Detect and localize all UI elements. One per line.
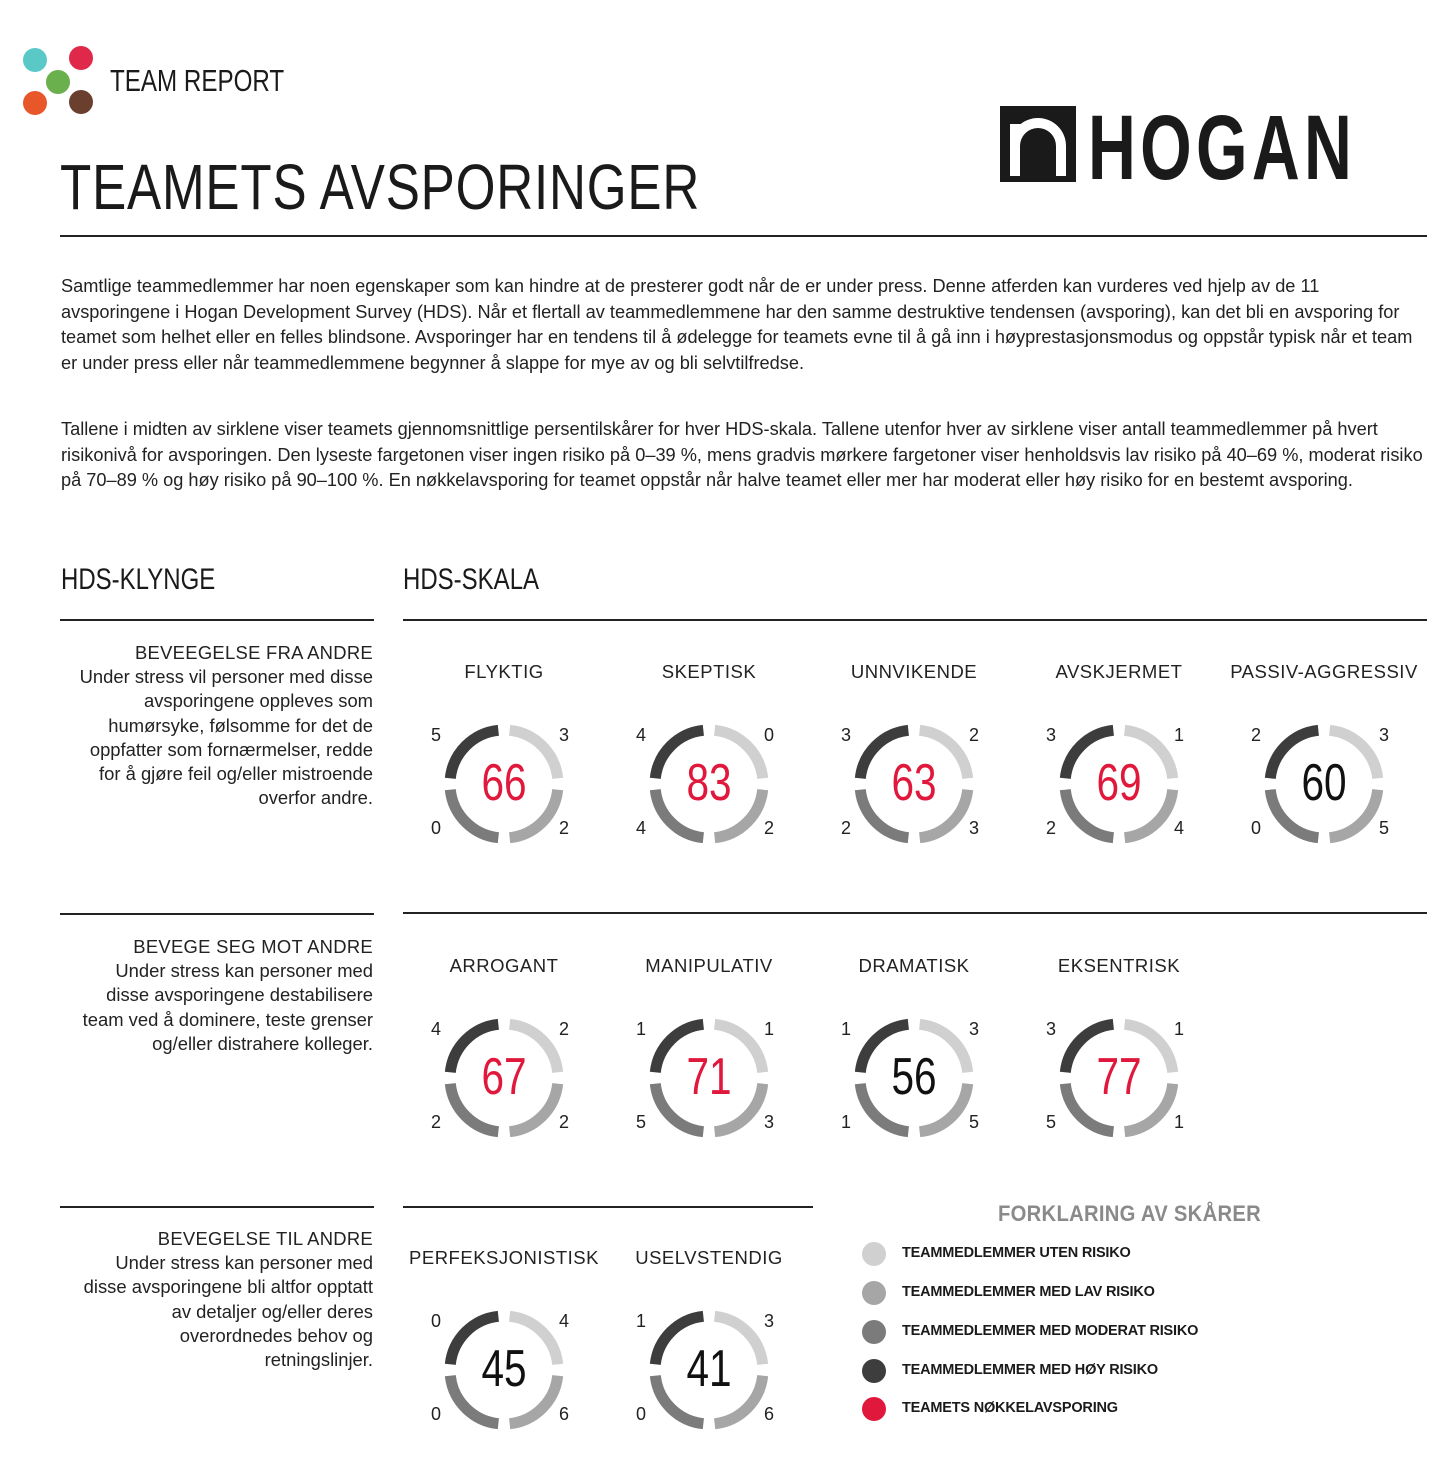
- cluster-text-line: disse avsporingene destabilisere: [106, 984, 373, 1006]
- count-low-risk: 2: [763, 818, 774, 838]
- scale-name: MANIPULATIV: [645, 955, 773, 976]
- team-average-score: 77: [1096, 1048, 1142, 1106]
- team-average-score: 63: [891, 754, 937, 812]
- team-average-score: 67: [481, 1048, 527, 1106]
- count-none-risk: 1: [1173, 1019, 1184, 1039]
- cluster-text-line: disse avsporingene bli altfor opptatt: [83, 1276, 373, 1298]
- cluster-text-line: Under stress kan personer med: [115, 1252, 373, 1274]
- team-average-score: 41: [686, 1340, 732, 1398]
- count-none-risk: 1: [763, 1019, 774, 1039]
- count-moderate-risk: 0: [1250, 818, 1261, 838]
- team-average-score: 83: [686, 754, 732, 812]
- report-type-label: TEAM REPORT: [110, 63, 285, 98]
- legend-swatch-icon: [862, 1281, 886, 1305]
- team-report-logo-icon: [18, 44, 98, 118]
- scale-column-heading: HDS-SKALA: [403, 563, 540, 596]
- count-none-risk: 3: [968, 1019, 979, 1039]
- count-moderate-risk: 0: [635, 1404, 646, 1424]
- cluster-description-away: [60, 641, 373, 810]
- cluster-text-line: overfor andre.: [258, 787, 373, 809]
- page-title: TEAMETS AVSPORINGER: [60, 151, 701, 223]
- cluster-title: BEVEGELSE TIL ANDRE: [157, 1228, 373, 1249]
- count-low-risk: 3: [968, 818, 979, 838]
- count-none-risk: 2: [558, 1019, 569, 1039]
- count-high-risk: 1: [840, 1019, 851, 1039]
- scale-gauge: [404, 1301, 604, 1451]
- count-none-risk: 3: [558, 725, 569, 745]
- cluster-divider: [60, 619, 374, 621]
- scale-gauge: [1019, 1009, 1219, 1159]
- hogan-emblem-icon: [1000, 106, 1076, 182]
- scale-name: FLYKTIG: [464, 661, 544, 682]
- cluster-text-line: av detaljer og/eller deres: [171, 1300, 373, 1322]
- cluster-text-line: og/eller distrahere kolleger.: [152, 1032, 373, 1054]
- count-high-risk: 0: [430, 1311, 441, 1331]
- team-average-score: 71: [686, 1048, 732, 1106]
- legend-swatch-icon: [862, 1320, 886, 1344]
- count-low-risk: 2: [558, 818, 569, 838]
- scale-name: UNNVIKENDE: [850, 661, 978, 682]
- intro-paragraph-2: Tallene i midten av sirklene viser teamets gjennomsnittlige persentilskårer for hver HDS-skala. Tallene utenfor hver av sirklene viser antall teammedlemmer på hvert risikonivå for avsporingen. Den lyseste fargetonen viser ingen risiko på 0–39 %, mens gradvis mørkere fargetoner viser henholdsvis lav risiko på 40–69 %, moderat risiko på 70–89 % og høy risiko på 90–100 %. En nøkkelavsporing for teamet oppstår når halve teamet eller mer har moderat eller høy risiko for en bestemt avsporing.: [61, 419, 1423, 491]
- count-high-risk: 3: [1045, 725, 1056, 745]
- count-none-risk: 3: [763, 1311, 774, 1331]
- cluster-text-line: retningslinjer.: [264, 1349, 373, 1371]
- count-low-risk: 5: [968, 1112, 979, 1132]
- scale-gauge: [814, 1009, 1014, 1159]
- legend-label: TEAMMEDLEMMER MED HØY RISIKO: [902, 1362, 1158, 1378]
- count-high-risk: 4: [430, 1019, 441, 1039]
- logo-dot: [46, 70, 70, 94]
- hogan-logo: [1000, 97, 1357, 199]
- count-low-risk: 1: [1173, 1112, 1184, 1132]
- team-average-score: 45: [481, 1340, 527, 1398]
- cluster-text-line: team ved å dominere, teste grenser: [82, 1008, 373, 1030]
- cluster-text-line: avsporingene oppleves som: [143, 690, 373, 712]
- count-low-risk: 4: [1173, 818, 1184, 838]
- legend-label: TEAMMEDLEMMER MED MODERAT RISIKO: [902, 1323, 1199, 1339]
- count-high-risk: 1: [635, 1311, 646, 1331]
- count-high-risk: 4: [635, 725, 646, 745]
- count-moderate-risk: 0: [430, 818, 441, 838]
- count-moderate-risk: 1: [840, 1112, 851, 1132]
- legend-label: TEAMETS NØKKELAVSPORING: [902, 1400, 1118, 1416]
- logo-dot: [69, 46, 93, 70]
- cluster-description-against: [60, 935, 373, 1056]
- count-moderate-risk: 5: [1045, 1112, 1056, 1132]
- count-none-risk: 0: [763, 725, 774, 745]
- cluster-text-line: overordnedes behov og: [179, 1324, 373, 1346]
- title-divider: [60, 235, 1427, 237]
- team-average-score: 66: [481, 754, 527, 812]
- count-low-risk: 2: [558, 1112, 569, 1132]
- scale-divider: [403, 912, 1427, 914]
- cluster-column-heading: HDS-KLYNGE: [61, 563, 216, 596]
- scale-gauge: [1224, 715, 1424, 865]
- scale-gauge: [609, 1301, 809, 1451]
- team-average-score: 60: [1301, 754, 1347, 812]
- logo-dot: [23, 48, 47, 72]
- count-high-risk: 2: [1250, 725, 1261, 745]
- count-low-risk: 6: [763, 1404, 774, 1424]
- count-moderate-risk: 2: [840, 818, 851, 838]
- logo-dot: [23, 91, 47, 115]
- count-none-risk: 1: [1173, 725, 1184, 745]
- scale-gauge: [404, 715, 604, 865]
- count-moderate-risk: 2: [1045, 818, 1056, 838]
- scale-divider: [403, 619, 1427, 621]
- team-average-score: 56: [891, 1048, 937, 1106]
- cluster-title: BEVEGE SEG MOT ANDRE: [133, 936, 373, 957]
- count-moderate-risk: 4: [635, 818, 646, 838]
- count-none-risk: 3: [1378, 725, 1389, 745]
- count-high-risk: 1: [635, 1019, 646, 1039]
- cluster-description-toward: [60, 1227, 373, 1372]
- scale-name: PASSIV-AGGRESSIV: [1230, 661, 1418, 682]
- cluster-text-line: humørsyke, følsomme for det de: [108, 714, 373, 736]
- legend-swatch-icon: [862, 1359, 886, 1383]
- scale-name: SKEPTISK: [661, 661, 757, 682]
- scale-name: DRAMATISK: [858, 955, 970, 976]
- count-none-risk: 4: [558, 1311, 569, 1331]
- scale-gauge: [1019, 715, 1219, 865]
- count-low-risk: 3: [763, 1112, 774, 1132]
- legend-swatch-icon: [862, 1397, 886, 1421]
- scale-gauge: [404, 1009, 604, 1159]
- count-high-risk: 5: [430, 725, 441, 745]
- brand-name: HOGAN: [1088, 97, 1357, 199]
- scale-name: EKSENTRISK: [1057, 955, 1181, 976]
- cluster-text-line: oppfatter som fornærmelser, redde: [89, 738, 373, 760]
- count-high-risk: 3: [840, 725, 851, 745]
- logo-dot: [69, 90, 93, 114]
- scale-divider: [403, 1206, 813, 1208]
- scale-gauge: [609, 715, 809, 865]
- cluster-text-line: Under stress kan personer med: [115, 960, 373, 982]
- cluster-divider: [60, 913, 374, 915]
- count-moderate-risk: 0: [430, 1404, 441, 1424]
- team-average-score: 69: [1096, 754, 1142, 812]
- scale-gauge: [814, 715, 1014, 865]
- scale-name: AVSKJERMET: [1055, 661, 1183, 682]
- intro-paragraph-1: Samtlige teammedlemmer har noen egenskaper som kan hindre at de presterer godt når de er under press. Denne atferden kan vurderes ved hjelp av de 11 avsporingene i Hogan Development Survey (HDS). Når et flertall av teammedlemmene har den samme destruktive tendensen (avsporing), kan det bli en avsporing for teamet som helhet eller en felles blindsone. Avsporinger har en tendens til å ødelegge for teamets evne til å gå inn i høyprestasjonsmodus og oppstår typisk når et team er under press eller når teammedlemmene begynner å slappe for mye av og bli selvtilfredse.: [61, 276, 1413, 374]
- scale-name: USELVSTENDIG: [635, 1247, 783, 1268]
- count-none-risk: 2: [968, 725, 979, 745]
- cluster-divider: [60, 1206, 374, 1208]
- scale-name: PERFEKSJONISTISK: [409, 1247, 599, 1268]
- cluster-text-line: Under stress vil personer med disse: [79, 666, 373, 688]
- legend-swatch-icon: [862, 1242, 886, 1266]
- count-low-risk: 5: [1378, 818, 1389, 838]
- scale-name: ARROGANT: [449, 955, 559, 976]
- legend-title: FORKLARING AV SKÅRER: [998, 1201, 1262, 1226]
- legend-label: TEAMMEDLEMMER MED LAV RISIKO: [902, 1284, 1155, 1300]
- count-low-risk: 6: [558, 1404, 569, 1424]
- cluster-title: BEVEEGELSE FRA ANDRE: [134, 642, 373, 663]
- count-moderate-risk: 5: [635, 1112, 646, 1132]
- cluster-text-line: for å gjøre feil og/eller mistroende: [99, 763, 373, 785]
- scale-gauge: [609, 1009, 809, 1159]
- legend-label: TEAMMEDLEMMER UTEN RISIKO: [902, 1245, 1131, 1261]
- count-high-risk: 3: [1045, 1019, 1056, 1039]
- count-moderate-risk: 2: [430, 1112, 441, 1132]
